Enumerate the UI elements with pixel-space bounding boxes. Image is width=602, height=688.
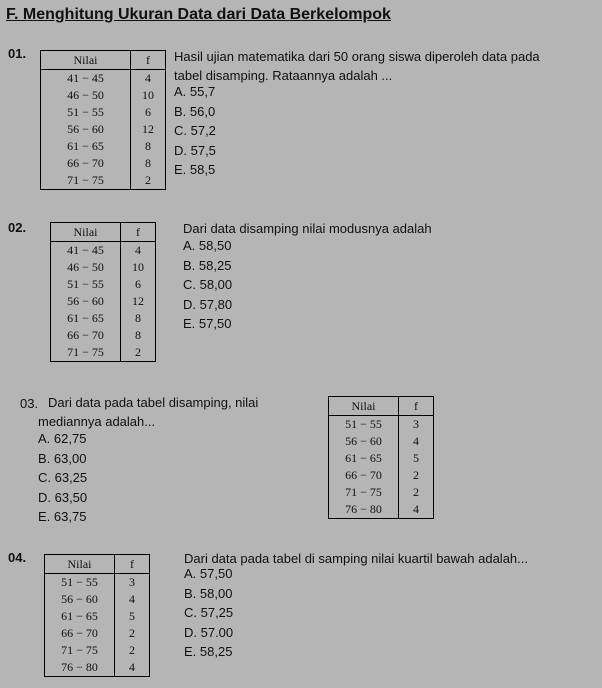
header-f: f xyxy=(414,398,418,413)
table-cell-frequency: 2 xyxy=(129,643,135,657)
question-1-table xyxy=(40,50,166,190)
table-header xyxy=(41,51,165,70)
option-e[interactable]: E. 57,50 xyxy=(183,316,232,331)
header-nilai: Nilai xyxy=(41,51,131,69)
question-4-table xyxy=(44,554,150,677)
table-cell-frequency: 3 xyxy=(413,417,419,431)
table-cell-frequency: 12 xyxy=(142,122,154,136)
table-cell-frequency: 2 xyxy=(145,173,151,187)
table-cell-frequency: 2 xyxy=(129,626,135,640)
table-cell-interval: 51 − 55 xyxy=(345,417,382,431)
table-cell-interval: 71 − 75 xyxy=(61,643,98,657)
question-1-text-line: tabel disamping. Rataannya adalah ... xyxy=(174,68,393,83)
table-cell-frequency: 4 xyxy=(413,502,419,516)
question-3-text-line: mediannya adalah... xyxy=(38,414,156,429)
table-cell-frequency: 8 xyxy=(145,156,151,170)
table-cell-frequency: 2 xyxy=(413,485,419,499)
table-cell-frequency: 8 xyxy=(135,311,141,325)
question-2-options xyxy=(183,236,232,334)
table-cell-frequency: 10 xyxy=(132,260,144,274)
table-cell-interval: 41 − 45 xyxy=(67,71,104,85)
question-1-text-line: Hasil ujian matematika dari 50 orang siswa diperoleh data pada xyxy=(174,49,540,64)
table-cell-frequency: 4 xyxy=(413,434,419,448)
option-c[interactable]: C. 63,25 xyxy=(38,470,88,485)
table-cell-frequency: 10 xyxy=(142,88,154,102)
option-a[interactable]: A. 62,75 xyxy=(38,431,87,446)
option-b[interactable]: B. 56,0 xyxy=(174,103,216,119)
question-4-text-line: Dari data pada tabel di samping nilai kuartil bawah adalah... xyxy=(184,551,528,566)
table-cell-interval: 66 − 70 xyxy=(67,328,104,342)
table-cell-interval: 46 − 50 xyxy=(67,88,104,102)
question-4-text xyxy=(184,549,528,568)
option-b[interactable]: B. 58,00 xyxy=(184,585,233,601)
table-cell-frequency: 2 xyxy=(135,345,141,359)
table-cell-interval: 71 − 75 xyxy=(67,345,104,359)
table-header xyxy=(329,397,433,416)
question-3-options xyxy=(38,429,87,527)
table-cell-interval: 61 − 65 xyxy=(345,451,382,465)
table-cell-interval: 56 − 60 xyxy=(61,592,98,606)
table-cell-frequency: 4 xyxy=(129,660,135,674)
table-cell-interval: 71 − 75 xyxy=(67,173,104,187)
header-f: f xyxy=(130,556,134,571)
question-3-text-line: Dari data pada tabel disamping, nilai xyxy=(48,395,259,410)
option-d[interactable]: D. 63,50 xyxy=(38,489,88,505)
question-1-number: 01. xyxy=(8,46,27,61)
question-1-text xyxy=(174,47,540,85)
option-e[interactable]: E. 58,25 xyxy=(184,644,233,659)
question-2-number: 02. xyxy=(8,220,27,235)
table-cell-interval: 56 − 60 xyxy=(67,122,104,136)
option-c[interactable]: C. 57,25 xyxy=(184,605,234,620)
table-cell-interval: 66 − 70 xyxy=(67,156,104,170)
header-f: f xyxy=(136,224,140,239)
table-cell-interval: 71 − 75 xyxy=(345,485,382,499)
table-cell-interval: 46 − 50 xyxy=(67,260,104,274)
table-header xyxy=(45,555,149,574)
question-4-number: 04. xyxy=(8,550,27,565)
table-cell-frequency: 6 xyxy=(135,277,141,291)
option-b[interactable]: B. 58,25 xyxy=(183,257,232,273)
table-cell-interval: 66 − 70 xyxy=(345,468,382,482)
header-nilai: Nilai xyxy=(45,555,115,573)
option-a[interactable]: A. 57,50 xyxy=(184,566,233,581)
table-cell-interval: 51 − 55 xyxy=(61,575,98,589)
table-cell-frequency: 5 xyxy=(413,451,419,465)
table-cell-frequency: 4 xyxy=(129,592,135,606)
option-c[interactable]: C. 57,2 xyxy=(174,123,216,138)
table-cell-frequency: 12 xyxy=(132,294,144,308)
table-cell-interval: 51 − 55 xyxy=(67,105,104,119)
question-3-text xyxy=(38,393,259,431)
section-title: F. Menghitung Ukuran Data dari Data Berkelompok xyxy=(6,6,391,23)
question-2-table xyxy=(50,222,156,362)
table-cell-frequency: 6 xyxy=(145,105,151,119)
option-d[interactable]: D. 57.00 xyxy=(184,624,234,640)
table-header xyxy=(51,223,155,242)
table-cell-interval: 51 − 55 xyxy=(67,277,104,291)
option-a[interactable]: A. 58,50 xyxy=(183,238,232,253)
table-cell-frequency: 8 xyxy=(145,139,151,153)
option-c[interactable]: C. 58,00 xyxy=(183,277,233,292)
table-cell-frequency: 5 xyxy=(129,609,135,623)
table-cell-frequency: 3 xyxy=(129,575,135,589)
table-cell-interval: 66 − 70 xyxy=(61,626,98,640)
question-4-options xyxy=(184,564,233,662)
table-cell-interval: 61 − 65 xyxy=(67,311,104,325)
question-3-table xyxy=(328,396,434,519)
table-cell-interval: 76 − 80 xyxy=(345,502,382,516)
table-cell-interval: 76 − 80 xyxy=(61,660,98,674)
table-cell-interval: 56 − 60 xyxy=(67,294,104,308)
table-cell-interval: 56 − 60 xyxy=(345,434,382,448)
option-b[interactable]: B. 63,00 xyxy=(38,450,87,466)
header-nilai: Nilai xyxy=(329,397,399,415)
option-a[interactable]: A. 55,7 xyxy=(174,84,216,99)
question-2-text-line: Dari data disamping nilai modusnya adalah xyxy=(183,221,432,236)
table-cell-frequency: 4 xyxy=(135,243,141,257)
question-3-number: 03. xyxy=(20,396,39,411)
option-e[interactable]: E. 63,75 xyxy=(38,509,87,524)
question-1-options xyxy=(174,82,216,180)
header-f: f xyxy=(146,52,150,67)
table-cell-frequency: 2 xyxy=(413,468,419,482)
table-cell-frequency: 8 xyxy=(135,328,141,342)
option-d[interactable]: D. 57,5 xyxy=(174,142,216,158)
table-cell-interval: 41 − 45 xyxy=(67,243,104,257)
table-cell-frequency: 4 xyxy=(145,71,151,85)
header-nilai: Nilai xyxy=(51,223,121,241)
option-e[interactable]: E. 58,5 xyxy=(174,162,216,177)
option-d[interactable]: D. 57,80 xyxy=(183,296,233,312)
table-cell-interval: 61 − 65 xyxy=(61,609,98,623)
table-cell-interval: 61 − 65 xyxy=(67,139,104,153)
